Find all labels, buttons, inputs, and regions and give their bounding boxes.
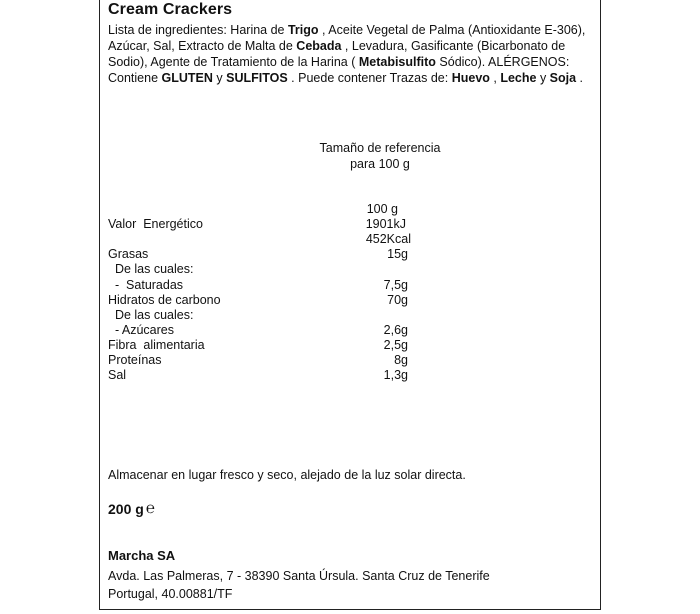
nutrient-value: 15g (387, 247, 408, 261)
nutrition-row (108, 307, 408, 323)
nutrient-label: Proteínas (108, 353, 162, 367)
nutrition-row (108, 261, 408, 277)
nutrition-row (108, 231, 411, 247)
nutrition-row (108, 352, 408, 368)
ingredient-text: Sódico). ALÉRGENOS: Contiene (108, 55, 570, 85)
ingredient-text: , Levadura, Gasificante (Bicarbonato de Sodio), Agente de Tratamiento de la Harina ( (108, 39, 566, 69)
nutrient-label: De las cuales: (108, 262, 194, 276)
nutrient-value: 7,5g (383, 278, 408, 292)
nutrient-label: - Saturadas (108, 278, 184, 292)
allergen-highlight: Metabisulfito (358, 55, 436, 69)
nutrition-row (108, 216, 408, 232)
storage-instructions: Almacenar en lugar fresco y seco, alejado de la luz solar directa. (108, 468, 466, 482)
net-weight-value: 200 g (108, 500, 144, 517)
nutrient-label: Grasas (108, 247, 149, 261)
product-title: Cream Crackers (108, 1, 233, 18)
ingredient-text: y (536, 71, 550, 85)
nutrient-label: Fibra alimentaria (108, 338, 205, 352)
allergen-highlight: Huevo (451, 71, 490, 85)
ingredient-text: , (489, 71, 501, 85)
nutrition-row (108, 322, 408, 338)
estimate-sign-icon: ℮ (145, 499, 155, 518)
ingredient-text: . (576, 71, 584, 85)
nutrient-label: - Azúcares (108, 323, 174, 337)
manufacturer-address: Avda. Las Palmeras, 7 - 38390 Santa Úrsula. Santa Cruz de Tenerife (108, 569, 490, 583)
nutrition-row (108, 337, 408, 353)
nutrient-value: 2,5g (383, 338, 408, 352)
allergen-highlight: Trigo (287, 23, 319, 37)
allergen-highlight: SULFITOS (226, 71, 288, 85)
manufacturer-registry: Portugal, 40.00881/TF (108, 587, 233, 601)
nutrient-value: 1,3g (383, 368, 408, 382)
nutrient-label: Sal (108, 368, 127, 382)
reference-size-subheading: para 100 g (350, 157, 410, 171)
reference-size-heading: Tamaño de referencia (319, 141, 441, 155)
ingredients-list (108, 22, 588, 86)
nutrient-label: Valor Energético (108, 217, 203, 231)
allergen-highlight: Soja (549, 71, 577, 85)
nutrient-value: 2,6g (383, 323, 408, 337)
manufacturer-name: Marcha SA (108, 548, 176, 563)
ingredient-text: , Aceite Vegetal de Palma (Antioxidante E-306), Azúcar, Sal, Extracto de Malta de (108, 23, 586, 53)
allergen-highlight: Leche (500, 71, 537, 85)
nutrient-value: 8g (394, 353, 408, 367)
nutrient-label: Hidratos de carbono (108, 293, 221, 307)
nutrient-value: 1901kJ (365, 217, 406, 231)
allergen-highlight: Cebada (296, 39, 342, 53)
nutrition-row (108, 201, 408, 217)
nutrition-row (108, 277, 408, 293)
nutrition-row (108, 246, 408, 262)
net-weight (108, 500, 155, 517)
nutrient-label: De las cuales: (108, 308, 194, 322)
ingredient-text: Lista de ingredientes: Harina de (108, 23, 288, 37)
ingredient-text: . Puede contener Trazas de: (287, 71, 452, 85)
nutrient-value: 70g (387, 293, 408, 307)
allergen-highlight: GLUTEN (161, 71, 213, 85)
nutrient-value: 452Kcal (365, 232, 411, 246)
product-label (99, 0, 601, 610)
nutrition-row (108, 367, 408, 383)
nutrient-value: 100 g (366, 202, 398, 216)
nutrition-row (108, 292, 408, 308)
ingredient-text: y (212, 71, 227, 85)
